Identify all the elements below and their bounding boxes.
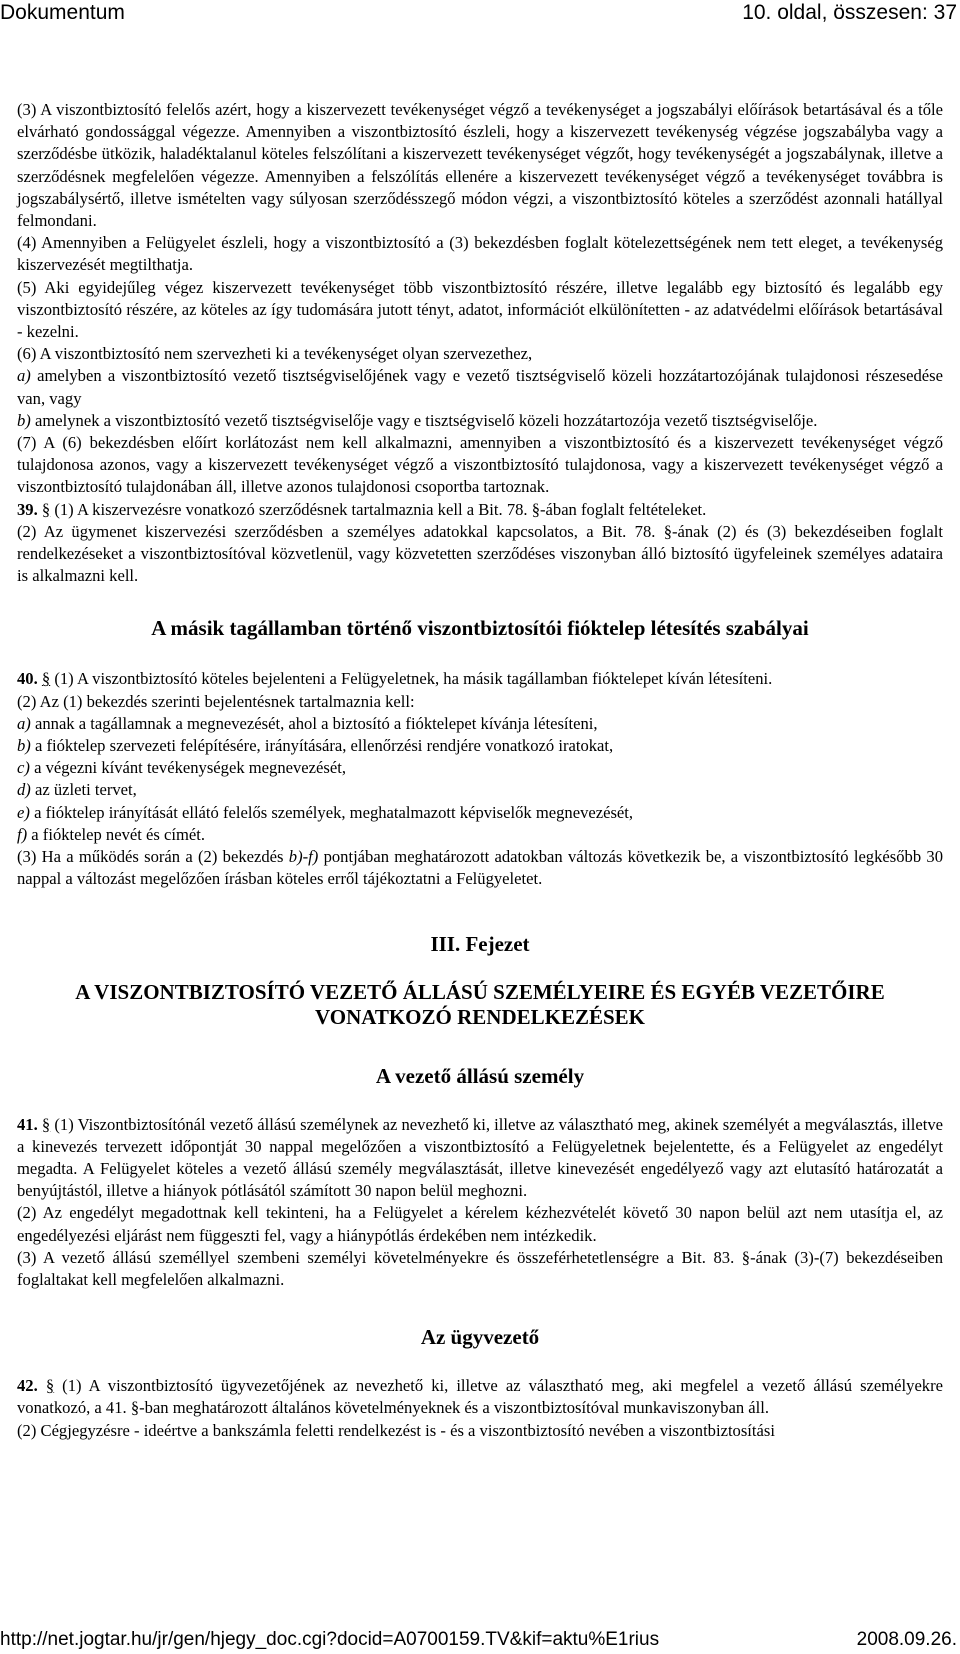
list-item: c) a végezni kívánt tevékenységek megnevezését, <box>17 758 346 778</box>
item-label: f) <box>17 824 28 844</box>
paragraph: (3) A viszontbiztosító felelős azért, hogy a kiszervezett tevékenységet végző a tevékenységet a jogszabályi előírások betartásával és a tőle elvárható gondossággal végezze. Amennyiben a viszontbiztosító észleli, hogy a kiszervezett tevékenység végzése jogszabályba vagy a szerződésbe ütközik, haladéktalanul köteles felszólítani a kiszervezett tevékenységet végzőt, hogy tevékenységét a jogszabálynak, illetve a szerződésnek megfelelően végezze. Amennyiben a felszólítás ellenére a kiszervezett tevékenységet végző a tevékenységet továbbra is jogszabálysértő, illetve ismételten vagy súlyosan szerződésszegő módon végzi, a viszontbiztosító köteles a szerződést azonnali hatállyal felmondani. <box>17 100 943 231</box>
print-date: 2008.09.26. <box>856 1629 957 1650</box>
item-label: a) <box>17 366 31 386</box>
item-label: a) <box>17 713 31 733</box>
paragraph: (5) Aki egyidejűleg végez kiszervezett tevékenységet több viszontbiztosító részére, illetve legalább egy biztosító és legalább egy viszontbiztosító részére, az köteles az így tudomására jutott tényt, adatot, információt elkülönítetten - az adatvédelmi előírások betartásával - kezelni. <box>17 277 943 342</box>
source-url: http://net.jogtar.hu/jr/gen/hjegy_doc.cgi?docid=A0700159.TV&kif=aktu%E1rius <box>0 1629 660 1650</box>
paragraph: (2) Cégjegyzésre - ideértve a bankszámla feletti rendelkezést is - és a viszontbiztosító nevében a viszontbiztosítási <box>17 1420 775 1440</box>
item-label: b) <box>17 410 31 430</box>
item-label: e) <box>17 802 30 822</box>
page-counter: 10. oldal, összesen: 37 <box>742 1 957 24</box>
section-39: 39. § (1) A kiszervezésre vonatkozó szerződésnek tartalmaznia kell a Bit. 78. §-ában foglalt feltételeket. <box>17 499 707 519</box>
section-sign-link[interactable]: § <box>41 669 51 689</box>
paragraph: (7) A (6) bekezdésben előírt korlátozást nem kell alkalmazni, amennyiben a viszontbiztosító és a kiszervezett tevékenységet végző tulajdonosa azonos, vagy a kiszervezett tevékenységet végző a viszontbiztosító tulajdonosa, vagy a kiszervezett tevékenységet végző a viszontbiztosító tulajdonában áll, illetve azonos tulajdonosi csoportba tartoznak. <box>17 433 943 497</box>
paragraph: (3) A vezető állású személlyel szembeni személyi követelményekre és összeférhetetlenségre a Bit. 83. §-ának (3)-(7) bekezdéseiben foglaltakat kell megfelelően alkalmazni. <box>17 1247 943 1289</box>
list-item: e) a fióktelep irányítását ellátó felelős személyek, meghatalmazott képviselők megnevezését, <box>17 802 634 822</box>
paragraph: (2) Az (1) bekezdés szerinti bejelentésnek tartalmaznia kell: <box>17 691 415 711</box>
section-number: 40. <box>17 669 38 689</box>
chapter-heading: III. Fejezet <box>430 931 530 956</box>
paragraph: (6) A viszontbiztosító nem szervezheti ki a tevékenységet olyan szervezethez, <box>17 344 533 364</box>
list-item <box>17 410 943 432</box>
chapter-title: A VISZONTBIZTOSÍTÓ VEZETŐ ÁLLÁSÚ SZEMÉLYEIRE ÉS EGYÉB VEZETŐIRE VONATKOZÓ RENDELKEZÉSEK <box>75 979 885 1029</box>
section-number: 41. <box>17 1114 38 1134</box>
list-item: f) a fióktelep nevét és címét. <box>17 824 205 844</box>
list-item: d) az üzleti tervet, <box>17 780 137 800</box>
paragraph: (2) Az ügymenet kiszervezési szerződésben a személyes adatokkal kapcsolatos, a Bit. 78. §-ának (2) és (3) bekezdéseiben foglalt rendelkezéseket a viszontbiztosítóval közvetlenül, vagy közvetetten szerződéses viszonyban álló biztosító ügyfeleinek személyes adataira is alkalmazni kell. <box>17 521 943 586</box>
item-label: d) <box>17 780 31 800</box>
section-sign-link[interactable]: § <box>41 499 51 519</box>
document-body <box>17 99 943 1442</box>
paragraph: (2) Az engedélyt megadottnak kell tekinteni, ha a Felügyelet a kérelem kézhezvételét követő 30 napon belül azt nem utasítja el, az engedélyezési eljárást nem függeszti fel, vagy a hiánypótlás érdekében nem intézkedik. <box>17 1203 943 1245</box>
section-number: 42. <box>17 1376 38 1396</box>
section-41: 41. § (1) Viszontbiztosítónál vezető állású személynek az nevezhető ki, illetve az választható meg, akinek személyét a megválasztás, illetve a kinevezés tervezett időpontját 30 nappal megelőzően a viszontbiztosító a Felügyeletnek bejelentette, és a Felügyelet az engedélyt megadta. A Felügyelet köteles a vezető állású személy megválasztását, illetve kinevezését engedélyező vagy azt elutasító határozatát a benyújtástól, illetve a hiányok pótlásától számított 30 napon belül meghozni. <box>17 1114 944 1201</box>
item-label: b) <box>17 736 31 756</box>
subheading: Az ügyvezető <box>420 1325 540 1350</box>
paragraph: (4) Amennyiben a Felügyelet észleli, hogy a viszontbiztosító a (3) bekezdésben foglalt kötelezettségének nem tett eleget, a tevékenység kiszervezését megtilthatja. <box>17 233 943 275</box>
subheading: A vezető állású személy <box>375 1063 585 1088</box>
section-sign-link[interactable]: § <box>45 1376 55 1396</box>
list-item <box>17 365 943 409</box>
paragraph: (3) Ha a működés során a (2) bekezdés b)-f) pontjában meghatározott adatokban változás következik be, a viszontbiztosító legkésőbb 30 nappal a változást megelőzően írásban köteles erről tájékoztatni a Felügyeletet. <box>17 847 944 889</box>
page-header <box>0 0 960 30</box>
list-item: b) a fióktelep szervezeti felépítésére, irányítására, ellenőrzési rendjére vonatkozó iratokat, <box>17 736 614 756</box>
section-number: 39. <box>17 499 38 519</box>
section-heading: A másik tagállamban történő viszontbiztosítói fióktelep létesítés szabályai <box>151 616 809 641</box>
item-text: amelynek a viszontbiztosító vezető tisztségviselője vagy e tisztségviselő közeli hozzátartozója vezető tisztségviselője. <box>34 410 818 430</box>
item-text: amelyben a viszontbiztosító vezető tisztségviselőjének vagy e vezető tisztségviselő közeli hozzátartozójának tulajdonosi részesedése van, vagy <box>17 366 943 408</box>
page-footer <box>0 1628 960 1654</box>
section-40: 40. § (1) A viszontbiztosító köteles bejelenteni a Felügyeletnek, ha másik tagállamban fióktelepet kíván létesíteni. <box>17 669 773 689</box>
section-42: 42. § (1) A viszontbiztosító ügyvezetőjének az nevezhető ki, illetve az választható meg, aki megfelel a vezető állású személyekre vonatkozó, a 41. §-ban meghatározott általános követelményeknek és a viszontbiztosítóval munkaviszonyban áll. <box>17 1376 943 1418</box>
document-label: Dokumentum <box>0 1 125 24</box>
list-item: a) annak a tagállamnak a megnevezését, ahol a biztosító a fióktelepet kívánja létesíteni, <box>17 713 598 733</box>
section-sign-link[interactable]: § <box>41 1114 51 1134</box>
item-label: c) <box>17 758 30 778</box>
